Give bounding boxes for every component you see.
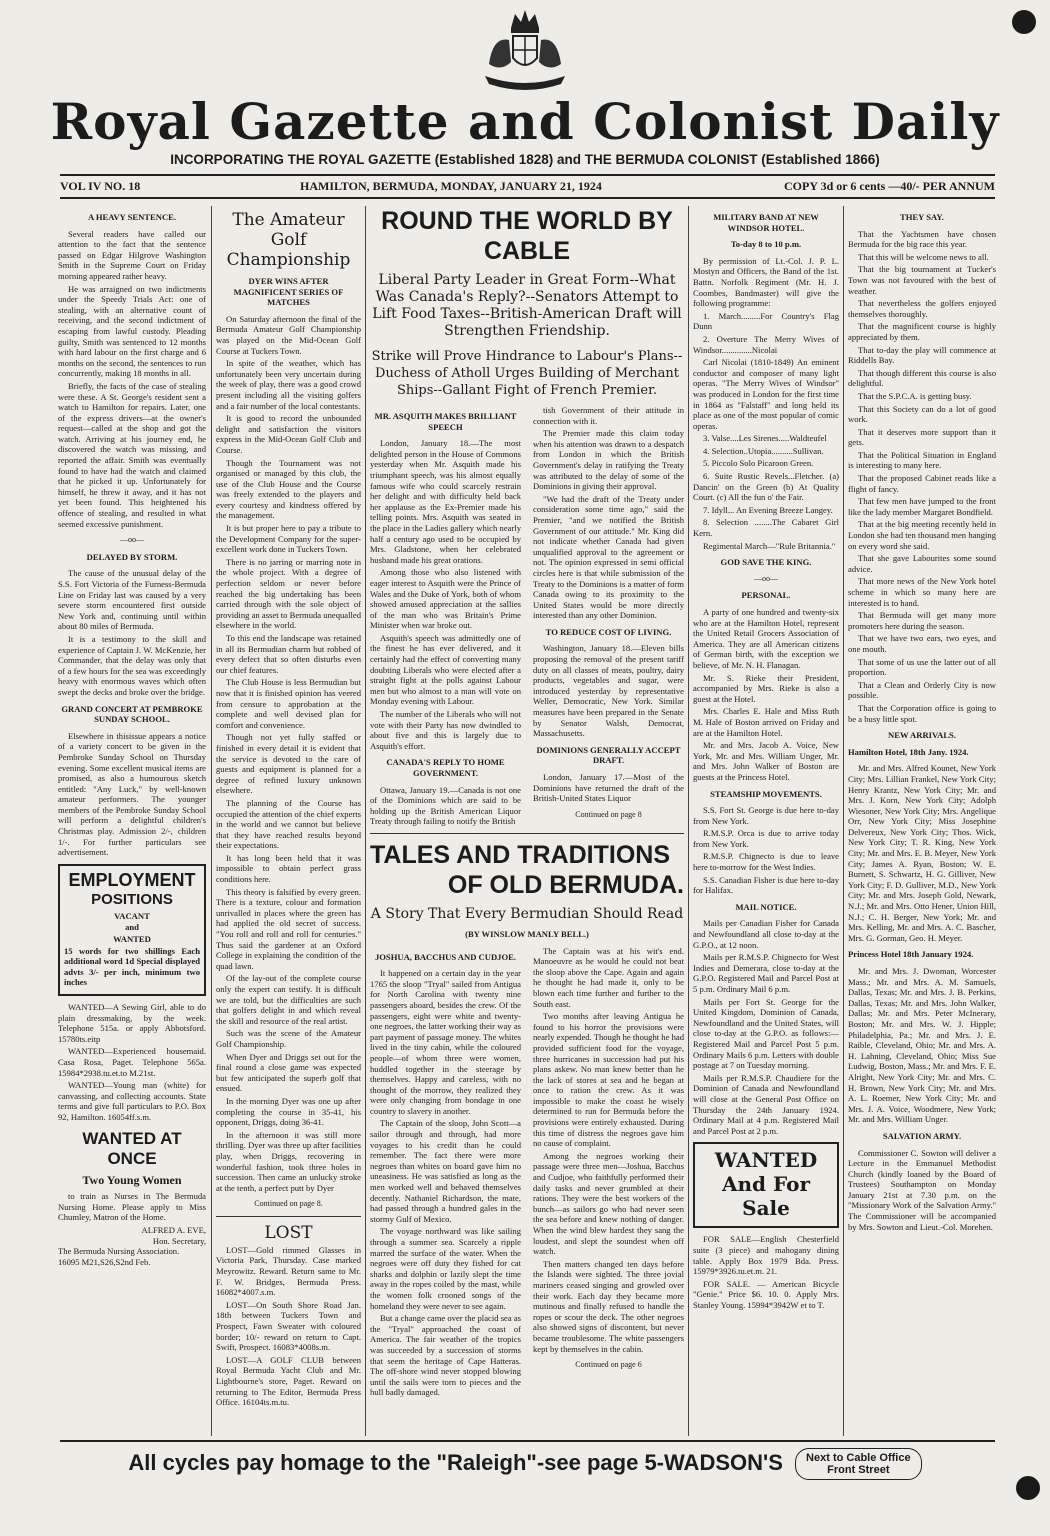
article-text: It happened on a certain day in the year 1765 the sloop "Tryal" sailed from Antigua for North Carolina with twenty nine passengers aboard, besides the crew. Of the passengers, eight were white and twenty-one negroes, the latter working their way as part payment of passage money. The whites lived in the tiny cabin, while the coloured people—of whom three were women, huddled together in the steerage by themselves. Happy and careless, with no thought of the morrow, they realized they were only changing from bondage in one country to slavery in another. [370, 968, 521, 1116]
classified-ad: to train as Nurses in The Bermuda Nursing Home. Please apply to Miss Chumley, Matron of the Home. [58, 1191, 206, 1223]
they-say-item: That this Society can do a lot of good work. [848, 403, 996, 425]
footer-aside [795, 1448, 922, 1480]
article-text: This theory is falsified by every green. There is a texture, colour and formation unrivalled in places where the green has had applied the old secret of success. "You roll and roll and roll for centuries." Thus said the gardener at an Oxford College in explaining the condition of the quad lawn. [216, 886, 361, 971]
they-say-item: That we have two ears, two eyes, and one mouth. [848, 633, 996, 654]
article-text: Carl Nicolai (1810-1849) An eminent conductor and composer of many light operas. "The Merry Wives of Windsor" was produced in London for the first time in 1864 as "Falstaff" and long held its place as one of the most popular of comic operas. [693, 357, 839, 431]
arrivals-heading: Hamilton Hotel, 18th Jany. 1924. [848, 746, 969, 757]
article-text: Mrs. Charles E. Hale and Miss Ruth M. Hale of Boston arrived on Friday and are at the Hamilton Hotel. [693, 706, 839, 738]
article-text: Ottawa, January 19.—Canada is not one of the Dominions which are said to be holding up the British American Liquor Treaty through failing to notify the British [370, 784, 521, 827]
for-sale-heading: And For Sale [722, 1172, 810, 1221]
article-text: It is good to record the unbounded delight and satisfaction the visitors express in the Mid-Ocean Golf Club and Course. [216, 413, 361, 455]
article-heading: A HEAVY SENTENCE. [87, 212, 177, 222]
lost-heading: LOST [216, 1216, 361, 1243]
programme-item: 6. Suite Rustic Revels...Fletcher. (a) Dancin' on the Green (b) At Quality Court. (c) All the fun o' the Fair. [693, 471, 839, 503]
they-say-item: That the S.P.C.A. is getting busy. [858, 390, 972, 401]
article-text: On Saturday afternoon the final of the Bermuda Amateur Golf Championship was played on the Mid-Ocean Golf Course at Tuckers Town. [216, 313, 361, 356]
cable-articles [370, 405, 684, 829]
article-text: It is but proper here to pay a tribute to the Development Company for the super-excellent work done in Tuckers Town. [216, 523, 361, 555]
article-text: But a change came over the placid sea as the "Tryal" approached the coast of America. The fair weather of the tropics was succeeded by a succession of storms that seem the heritage of Cape Hatteras. The off-shore wind never stopped blowing until the sails were torn to pieces and the hull badly damaged. [370, 1313, 521, 1398]
article-text: R.M.S.P. Chignecto is due to leave here to-morrow for the West Indies. [693, 851, 839, 873]
article-text: The Captain of the sloop, John Scott—a sailor through and through, had more voyages to his credit than he could remember. The fact there were more negroes than whites on board gave him no uneasiness. He was satisfied as long as the men worked well and behaved themselves decently. Nathaniel Richardson, the mate, had passed through a hundred gales in the stormy Gulf of Mexico. [370, 1118, 521, 1224]
employment-and: and [125, 922, 139, 933]
article-heading: DELAYED BY STORM. [86, 551, 178, 562]
programme-item: 8. Selection ........The Cabaret Girl Kern. [693, 517, 839, 539]
they-say-item: That the proposed Cabinet reads like a flight of fancy. [848, 473, 996, 494]
article-text: Mr. and Mrs. Jacob A. Voice, New York, Mr. and Mrs. William Unger, Mr. and Mrs. John Walker of Boston are guests at the Princess Hotel. [693, 740, 839, 782]
employment-heading: EMPLOYMENT [68, 869, 196, 890]
column-rule [688, 206, 689, 1436]
article-text: Mails per R.M.S.P. Chaudiere for the Dominion of Canada and Newfoundland will close at the General Post Office on Thursday the 24th January 1924. Ordinary Mail at 4 p.m. Registered Mail and Parcel Post at 2 p.m. [693, 1072, 839, 1136]
article-text: The Premier made this claim today when his attention was drawn to a despatch from London in which the British Government's delay in ratifying the Treaty was attributed to the delay of some of the Dominions in giving their approval. [533, 428, 684, 492]
golf-title-line: Golf Championship [226, 230, 351, 270]
article-text: London, January 18.—The most delighted person in the House of Commons yesterday when Mr. Asquith made his triumphant speech, was his almost equally famous wife who could scarcely restrain her delight and with difficulty held back her applause as the Ex-Premier made his telling points. Mrs. Asquith was seated in the place in the Ladies gallery which nearly half a century ago used to be occupied by Mrs. Gladstone, when her celebrated husband made his great orations. [370, 438, 521, 565]
signature: The Bermuda Nursing Association. [58, 1246, 180, 1257]
dateline-bar [60, 177, 995, 195]
tales-articles [370, 946, 684, 1400]
article-text: The Captain was at his wit's end. Manoeuvre as he would he could not beat the sloop above the Cape. Again and again he thought he had made it, only to be blown each time further and further to the South east. [533, 945, 684, 1009]
article-text: S.S. Fort St. George is due here to-day from New York. [693, 805, 839, 826]
article-text: There is no jarring or marring note in the whole project. With a degree of perfection seldom or never before reached the big undertaking has been carried through with the sole object of providing an asset to Bermuda unequalled elsewhere in the world. [216, 556, 361, 631]
article-text: It has long been held that it was impossible to obtain perfect grass conditions here. [216, 852, 361, 885]
article-heading: NEW ARRIVALS. [888, 730, 956, 741]
article-heading: STEAMSHIP MOVEMENTS. [710, 788, 822, 799]
article-text: The cause of the unusual delay of the S.S. Fort Victoria of the Furness-Bermuda Line on Friday last was caused by a very severe storm encountered first outside New York and, continuing until within about 80 miles of Bermuda. [58, 568, 206, 632]
article-heading: DOMINIONS GENERALLY ACCEPT DRAFT. [536, 744, 681, 766]
volume-number: VOL IV NO. 18 [60, 179, 141, 193]
cable-col-left [370, 405, 521, 829]
wanted-heading: WANTED [714, 1148, 818, 1173]
classified-ad: FOR SALE—English Chesterfield suite (3 piece) and mahogany dining table. Apply Box 1979 Bda. Press. 15979*3926.tu.et.m. 21. [693, 1234, 839, 1277]
article-heading: GRAND CONCERT AT PEMBROKE SUNDAY SCHOOL. [61, 703, 203, 725]
they-say-item: That it deserves more support than it gets. [848, 426, 996, 448]
article-text: Mr. and Mrs. Alfred Kounet, New York City; Mrs. Lillian Frankel, New York City; Henry Krantz, New York City; Mr. and Mrs. J. Korn, New York City; Adolph Wiesoner, New York City; Mrs. Angelique Orr, New York City; Miss Josephine Delvereux, New York City; Thos. Wick, New York City; T. R. King, New York City; Mr. and Mrs. E. B. Meyer, New York City; James A. Ryan, Boston; W. E. Burnett, S. Schwartz, H. G. Gilliver, New York City; F. D. Gulliver, M.D., New York City; Mr. and Mrs. Joseph Gold, Newark, N.J.; Mr. and Mrs. Otto Hener, Union Hill, N.J.; C. H. Berger, New York; Mr. and Mrs. Kelling, Mr. and Mrs. A. C. Bascher, Mrs. G. Gorman, Geo. H. Meyer. [848, 763, 996, 943]
divider [60, 197, 995, 199]
ad-reference: 16095 M21,S26,S2nd Feb. [58, 1256, 151, 1267]
programme-item: Regimental March—"Rule Britannia." [703, 540, 836, 551]
programme-item: 7. Idyll... An Evening Breeze Langey. [703, 504, 833, 515]
article-text: London, January 17.—Most of the Dominions have returned the draft of the British-United States Liquor [533, 772, 684, 804]
article-heading: THEY SAY. [900, 212, 944, 222]
column-1 [58, 206, 206, 1436]
they-say-item: That more news of the New York hotel scheme in which so many here are interested is to hand. [848, 576, 996, 608]
programme-item: 1. March.........For Country's Flag Dunn [693, 310, 839, 332]
they-say-list [848, 229, 996, 725]
separator: —oo— [754, 573, 778, 583]
column-3 [370, 206, 684, 1436]
footer-aside-line: Front Street [827, 1464, 890, 1476]
they-say-item: That some of us use the latter out of all proportion. [848, 656, 996, 678]
cable-deck: Liberal Party Leader in Great Form--What Was Canada's Reply?--Senators Attempt to Lift Food Taxes--British-American Draft will Strengthen Friendship. [372, 272, 682, 339]
column-rule [211, 206, 212, 1436]
article-heading: SALVATION ARMY. [882, 1130, 962, 1141]
article-text: Mails per Fort St. George for the United Kingdom, Dominion of Canada, Newfoundland and the United States, will close to-day at the G.P.O. as follows:— Registered Mail and Parcel Post 5 p.m. Ordinary Mails 6 p.m. Letters with double postage at 7 on Tuesday morning. [693, 996, 839, 1071]
article-text: In spite of the weather, which has unfortunately been very uncertain during the week of play, there was a good crowd present including all the visiting golfers and a fair number of the local contestants. [216, 358, 361, 411]
article-heading: PERSONAL. [741, 590, 791, 601]
they-say-item: That a Clean and Orderly City is now possible. [848, 679, 996, 701]
divider [60, 174, 995, 176]
tales-col-right [533, 946, 684, 1400]
wanted-for-sale-box [693, 1142, 839, 1228]
tales-col-left [370, 946, 521, 1400]
programme-item: 5. Piccolo Solo Picaroon Green. [703, 458, 814, 469]
arrivals-heading: Princess Hotel 18th January 1924. [848, 949, 974, 960]
employment-wanted: WANTED [113, 934, 151, 945]
article-text: Mails per R.M.S.P. Chignecto for West Indies and Demerara, close to-day at the G.P.O. Registered Mail and Parcel Post at 5 p.m. Ordinary Mail 6 p.m. [693, 952, 839, 994]
they-say-item: That Bermuda will get many more promoters here during the season. [848, 610, 996, 631]
article-text: The planning of the Course has occupied the attention of the chief experts in the world and we cannot but believe that they have reached results beyond their expectations. [216, 797, 361, 851]
footer-advert [100, 1448, 950, 1480]
they-say-item: That the Political Situation in England is interesting to many here. [848, 449, 996, 471]
separator: —oo— [120, 535, 144, 545]
wanted-heading: WANTED AT ONCE [82, 1128, 182, 1168]
article-text: Two months after leaving Antigua he found to his horror the provisions were nearly expended. Though he thought he had provided sufficient food for the voyage, three hurricanes in succession had put his plans askew. No man knew better than he the lack of stores at sea and he began at once to ration the crew. As it was impossible to make the coast he wisely determined to run for Bermuda before the provisions were entirely exhausted. During this time of distress the negroes gave him no cause of complaint. [533, 1011, 684, 1149]
classified-ad: LOST—On South Shore Road Jan. 18th between Tuckers Town and Prospect, Fawn Sweater with coloured border; 10/- reward on return to Capt. Swift, Prospect. 16083*4008s.m. [216, 1299, 361, 1353]
classified-ad: WANTED—A Sewing Girl, able to do plain dressmaking, by the week. Telephone 515a. or apply Abbotsford. 15780ts.eitp [58, 1002, 206, 1044]
signature: Hon. Secretary, [152, 1235, 206, 1246]
article-text: It is a testimony to the skill and experience of Captain J. W. McKenzie, her Commander, that the delay was only that of a few hours for the sea was exceedingly heavy with enormous waves which often swept the decks and broke over the bridge. [58, 633, 206, 697]
article-text: Mr. S. Rieke their President, accompanied by Mrs. Rieke is also a guest at the Hotel. [693, 672, 839, 704]
article-text: A party of one hundred and twenty-six who are at the Hamilton Hotel, represent the United Retail Grocers Association of America. They are all American citizens of German birth, with the exception we believe, of Mr. N. H. Flanagan. [693, 607, 839, 670]
classified-ad: WANTED—Experienced housemaid. Casa Rosa, Paget. Telephone 565a. 15984*2938.tu.et.to M.21st. [58, 1046, 206, 1078]
article-text: The Club House is less Bermudian but now that it is finished opinion has veered from censure to approbation at the complete and well devised plan for comfort and convenience. [216, 677, 361, 730]
article-text: Mails per Canadian Fisher for Canada and Newfoundland all close to-day at the G.P.O., at 12 noon. [693, 918, 839, 950]
article-text: Though the Tournament was not organised or managed by this club, the use of the Club House and the Course was freely extended to the players and every courtesy and kindness offered by the management. [216, 457, 361, 521]
they-say-item: That to-day the play will commence at Riddells Bay. [848, 344, 996, 366]
god-save-the-king: GOD SAVE THE KING. [720, 557, 812, 568]
article-text: The number of the Liberals who will not vote with their Party has now dwindled to about five and this is largely due to Asquith's effort. [370, 709, 521, 751]
programme-item: 2. Overture The Merry Wives of Windsor..............Nicolai [693, 333, 839, 355]
article-text: Asquith's speech was admittedly one of the finest he has ever delivered, and it certainly had the effect of converting many doubting Liberals who were elected after a straight fight at the polls against Labour men but who almost to a man will vote on Monday evening with Labour. [370, 632, 521, 707]
binding-hole [1016, 1476, 1040, 1500]
tales-headline: OF OLD BERMUDA. [447, 870, 684, 899]
tales-headline: TALES AND TRADITIONS [370, 840, 670, 869]
article-text: tish Government of their attitude in connection with it. [533, 405, 684, 426]
tales-deck: A Story That Every Bermudian Should Read [370, 905, 684, 922]
golf-title-line: The Amateur [232, 210, 345, 230]
golf-deck: DYER WINS AFTER MAGNIFICENT SERIES OF MATCHES [233, 276, 344, 308]
royal-crest-icon [475, 6, 575, 94]
column-2 [216, 206, 361, 1436]
dateline: HAMILTON, BERMUDA, MONDAY, JANUARY 21, 1924 [300, 179, 602, 193]
footer-text: All cycles pay homage to the "Raleigh"-see page 5-WADSON'S [128, 1449, 783, 1475]
binding-hole [1012, 10, 1036, 34]
cable-headline: ROUND THE WORLD BY CABLE [381, 207, 673, 265]
they-say-item: That though different this course is also delightful. [848, 367, 996, 389]
article-text: When Dyer and Driggs set out for the final round a close game was expected but few anticipated the superb golf that ensued. [216, 1051, 361, 1094]
footer-aside-line: Next to Cable Office [806, 1452, 911, 1464]
article-text: Commissioner C. Sowton will deliver a Lecture in the Emmanuel Methodist Church (kindly loaned by the Board of Trustees) Southampton on Monday January 21st at 7.30 p.m. on the "Missionary Work of the Salvation Army." The Commissioner will be accompanied by Mrs. Sowton and Lieut.-Col. Morehen. [848, 1147, 996, 1232]
employment-subheading: POSITIONS [91, 890, 173, 908]
price: COPY 3d or 6 cents —40/- PER ANNUM [784, 179, 995, 193]
article-heading: MR. ASQUITH MAKES BRILLIANT SPEECH [374, 411, 517, 432]
tales-section [370, 833, 684, 1400]
they-say-item: That at the big meeting recently held in London she had ten thousand men hanging on every word she said. [848, 519, 996, 551]
programme-item: 4. Selection..Utopia..........Sullivan. [703, 445, 824, 456]
article-text: In the morning Dyer was one up after completing the course in 35-41, his opponent, Driggs, doing 36-41. [216, 1095, 361, 1128]
article-text: Among the negroes working their passage were three men—Joshua, Bacchus and Cudjoe, who faithfully performed their daily tasks and never grumbled at their rations. They were the best workers of the bunch—as sailors go who had never seen the sea before and knew nothing of danger. When the wind blew hardest they sang the loudest, and slept the soundest when off watch. [533, 1150, 684, 1257]
article-text: Then matters changed ten days before the Islands were sighted. The three jovial mariners ceased singing and growled over their work. Each day they became more mutinous and finally refused to handle the ropes or scour the deck. The other negroes also showed signs of discontent, but never became troublesome. The white passengers kept by themselves in the cabin. [533, 1258, 684, 1354]
masthead-subtitle: INCORPORATING THE ROYAL GAZETTE (Established 1828) and THE BERMUDA COLONIST (Established 1866) [170, 152, 880, 167]
article-text: R.M.S.P. Orca is due to arrive today from New York. [693, 828, 839, 849]
continued-note: Continued on page 6 [575, 1360, 642, 1370]
golf-title [216, 210, 361, 270]
band-time: To-day 8 to 10 p.m. [730, 239, 802, 250]
article-heading: MILITARY BAND AT NEW WINDSOR HOTEL. [713, 212, 819, 233]
programme-item: 3. Valse....Les Sirenes.....Waldteufel [703, 433, 827, 444]
divider [60, 1440, 995, 1442]
article-text: He was arraigned on two indictments under the Speedy Trials Act: one of stealing, with an alternative count of receiving, and the second indictment of escaping from lawful custody. Pleading guilty, Smith was sentenced to 12 months with hard labour on the first charge and 6 months on the second, the sentences to run concurrently, making 18 months in all. [58, 283, 206, 379]
they-say-item: That the big tournament at Tucker's Town was not favoured with the best of weather. [848, 264, 996, 296]
article-text: S.S. Canadian Fisher is due here to-day for Halifax. [693, 874, 839, 896]
tales-byline: (BY WINSLOW MANLY BELL.) [465, 928, 589, 939]
article-text: The voyage northward was like sailing through a summer sea. Scarcely a ripple marred the surface of the water. When the negroes were off duty they fished for cat sharks and dolphin or lazily slept the time away in the ropes coiled by the mast, while the women folk crooned songs of the homeland they were never to see again. [370, 1226, 521, 1311]
article-text: By permission of Lt.-Col. J. P. L. Mostyn and Officers, the Band of the 1st. Battn. Norfolk Regiment (Mr. H. J. Coombes, Bandmaster) will give the following programme: [693, 255, 839, 309]
employment-box [58, 864, 206, 996]
article-text: In the afternoon it was still more thrilling. Dyer was three up after facilities play, when Driggs, recovering in wonderful fashion, took three holes in succession. Then came an unlucky stroke at the tenth, a perfect putt by Dyer [216, 1129, 361, 1193]
they-say-item: That this will be welcome news to all. [858, 251, 989, 262]
column-5 [848, 206, 996, 1436]
classified-ad: WANTED—Young man (white) for canvassing, and collecting accounts. State terms and give full particulars to P.O. Box 92, Hamilton. 16054ff.s.m. [58, 1080, 206, 1122]
article-text: Though not yet fully staffed or finished in every detail it is evident that the service is devoted to the care of guests and equipment is planned for a degree of refined luxury unknown elsewhere. [216, 732, 361, 796]
article-heading: CANADA'S REPLY TO HOME GOVERNMENT. [386, 757, 505, 778]
article-heading: TO REDUCE COST OF LIVING. [545, 626, 672, 637]
classified-ad: LOST—Gold rimmed Glasses in Victoria Park, Thursday. Case marked Meyrowitz. Reward. Return same to Mr. F. W. Bridges, Bermuda Press. 16082*4007.s.m. [216, 1244, 361, 1298]
article-text: To this end the landscape was retained in all its Bermudian charm but robbed of every defect that so often disturbs even our chief features. [216, 633, 361, 675]
article-heading: MAIL NOTICE. [735, 901, 797, 912]
article-heading: JOSHUA, BACCHUS AND CUDJOE. [374, 951, 517, 962]
cable-col-right [533, 405, 684, 829]
they-say-item: That the magnificent course is highly appreciated by them. [848, 321, 996, 342]
wanted-subheading: Two Young Women [82, 1172, 182, 1187]
classified-rates: 15 words for two shillings Each additional word 1d Special displayed advts 3/- per inch, minimum two inches [64, 945, 200, 988]
article-text: Mr. and Mrs. J. Dwoman, Worcester Mass.; Mr. and Mrs. A. M. Samuels, Dallas, Texas; Mr. and Mrs. J. B. Perkins, Dallas, Texas; Mr. and Mrs. John Walker, Dallas; Mr. and Mrs. Peter McInerary, Boston; Mr. and Mrs. W. J. Hipple; Philadelphia, Pa.; Mr. and Mrs. J. E. Raible, Cleveland, Ohio; Mr. and Mrs. A. H. Lahning, Cleveland, Ohio; Miss Sue Ludwig, Boston, Mass.; Mr. and Mrs. F. E. Alright, New York City; Mr. and Mrs. C. H. Brown, New York City; Mr. and Mrs. A. L. Roemer, New York City; Mr. and Mrs. J. A. Voice, Woodmere, New York; Mr. and Mrs. William Unger. [848, 966, 996, 1125]
column-4 [693, 206, 839, 1436]
continued-note: Continued on page 8 [575, 809, 642, 819]
column-rule [843, 206, 844, 1436]
they-say-item: That few men have jumped to the front like the lady member Margaret Bondfield. [848, 496, 996, 517]
article-text: Such was the scene of the Amateur Golf Championship. [216, 1028, 361, 1049]
they-say-item: That the Corporation office is going to be a busy little spot. [848, 702, 996, 724]
classified-ad: FOR SALE. — American Bicycle "Genie." Price $6. 10. 0. Apply Mrs. Stanley Young. 15994*3942W et to T. [693, 1278, 839, 1310]
column-rule [365, 206, 366, 1436]
article-text: Among those who also listened with eager interest to Asquith were the Prince of Wales and the Duke of York, both of whom showed amused appreciation at the sallies of the man who was Britain's Prime Minister when war broke out. [370, 567, 521, 631]
article-text: Of the lay-out of the complete course only the expert can testify. It is difficult we are told, but the difficulties are such that golfers delight in and which reveal the skill and resource of the real artist. [216, 973, 361, 1026]
article-text: Briefly, the facts of the case of stealing were these. A St. George's resident sent a watch to Hamilton for repairs. Later, one of the express drivers—at the owner's request—called at the shop and got the watch. Arriving at his journey end, he discovered the watch was missing, and reported the affair. Smith was eventually found to have had the watch and claimed that he picked it up. Unfortunately for himself, he threw it away, and it has not yet been found. This heightened his offence of stealing, and resulted in what seemed excessive punishment. [58, 380, 206, 529]
signature: ALFRED A. EVE, [141, 1224, 206, 1235]
article-text: Several readers have called our attention to the fact that the sentence passed on Edgar Hilgrove Washington Smith in the Supreme Court on Friday morning appeared rather heavy. [58, 228, 206, 281]
article-text: "We had the draft of the Treaty under consideration some time ago," said the Premier, "and we notified the British Government of our attitude." Mr. King did not indicate whether Canada had given unqualified approval to the agreement or not. The opinion expressed in semi official circles here is that while submission of the Treaty to the Dominions is a matter of form Canada owing to its proximity to the United States would be more directly interested than any other Dominion. [533, 493, 684, 621]
cable-deck: Strike will Prove Hindrance to Labour's Plans--Duchess of Atholl Urges Building of Merchant Ships--Gallant Fight of French Premier. [371, 349, 683, 398]
employment-vacant: VACANT [114, 910, 150, 921]
masthead-title: Royal Gazette and Colonist Daily [50, 92, 1000, 151]
continued-note: Continued on page 8. [254, 1199, 323, 1209]
article-text: Elsewhere in thisissue appears a notice of a variety concert to be given in the Pembroke Sunday School on Thursday evening. Some excellent musical items are promised, as also a humourous sketch entitled: "Any Luck," by well-known amateur performers. The younger members of the Pembroke Sunday School will perform a delightful children's Christmas play. Admission 2/-, children 1/-. For further particulars see advertisement. [58, 730, 206, 858]
they-say-item: That she gave Labourites some sound advice. [848, 553, 996, 574]
article-text: Washington, January 18.—Eleven bills proposing the removal of the present tariff duty on all classes of meats, poultry, dairy products, vegetables and sugar, were introduced yesterday by representative Weller, Democratic, New York. Similar measures have been prepared in the Senate by Senator Walsh, Democrat, Massachusetts. [533, 643, 684, 739]
classified-ad: LOST—A GOLF CLUB between Royal Bermuda Yacht Club and Mr. Lightbourne's store, Paget. Reward on returning to The Editor, Bermuda Press Office. 16104ts.m.tu. [216, 1354, 361, 1408]
they-say-item: That nevertheless the golfers enjoyed themselves thoroughly. [848, 298, 996, 319]
they-say-item: That the Yachtsmen have chosen Bermuda for the big race this year. [848, 228, 996, 250]
